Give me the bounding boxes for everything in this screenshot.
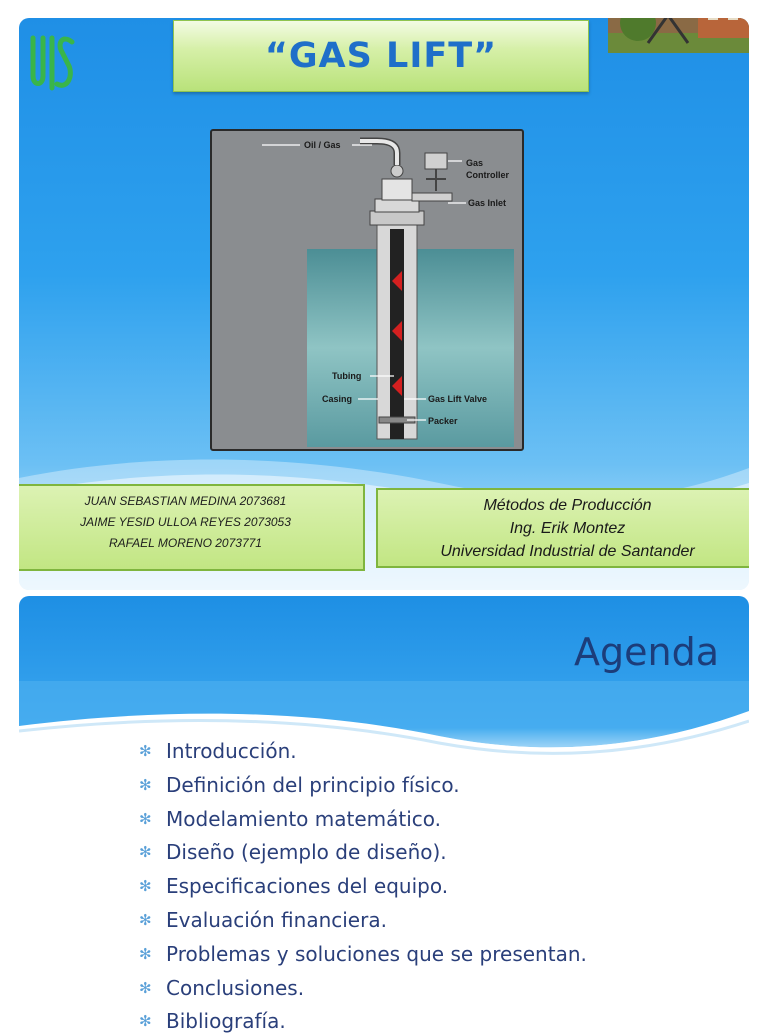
agenda-title: Agenda <box>574 630 719 674</box>
label-gas-lift-valve: Gas Lift Valve <box>428 394 488 404</box>
snowflake-bullet-icon: ✻ <box>139 742 152 760</box>
uis-logo <box>28 32 76 98</box>
snowflake-bullet-icon: ✻ <box>139 978 152 997</box>
snowflake-bullet-icon: ✻ <box>139 843 152 862</box>
agenda-list <box>139 734 587 1036</box>
snowflake-bullet-icon: ✻ <box>139 1012 152 1031</box>
agenda-slide <box>19 596 749 1036</box>
list-item: ✻ Especificaciones del equipo. <box>139 869 587 903</box>
list-item: ✻ Modelamiento matemático. <box>139 802 587 836</box>
label-casing: Casing <box>322 394 353 404</box>
snowflake-bullet-icon: ✻ <box>139 775 152 794</box>
snowflake-bullet-icon: ✻ <box>139 910 152 929</box>
list-item: ✻ Conclusiones. <box>139 971 587 1005</box>
university-name: Universidad Industrial de Santander <box>440 543 695 560</box>
list-item: ✻ Diseño (ejemplo de diseño). <box>139 835 587 869</box>
title-banner <box>173 20 589 92</box>
snowflake-bullet-icon: ✻ <box>139 877 152 896</box>
list-item: ✻ Bibliografía. <box>139 1004 587 1036</box>
label-packer: Packer <box>428 416 458 426</box>
label-gas-controller-1: Gas <box>466 158 484 168</box>
list-item: ✻ Evaluación financiera. <box>139 903 587 937</box>
course-box <box>376 488 749 568</box>
list-item: ✻ Introducción. <box>139 734 587 768</box>
author-2: JAIME YESID ULLOA REYES 2073053 <box>80 515 291 529</box>
title-slide <box>19 18 749 590</box>
author-3: RAFAEL MORENO 2073771 <box>109 536 262 550</box>
snowflake-bullet-icon: ✻ <box>139 809 152 828</box>
oilfield-photo <box>608 18 749 53</box>
gas-lift-well-diagram <box>210 129 524 451</box>
author-1: JUAN SEBASTIAN MEDINA 2073681 <box>84 494 287 508</box>
list-item: ✻ Problemas y soluciones que se presentan. <box>139 937 587 971</box>
snowflake-bullet-icon: ✻ <box>139 944 152 963</box>
label-oil-gas: Oil / Gas <box>304 140 341 150</box>
course-name: Métodos de Producción <box>483 497 652 514</box>
label-gas-controller-2: Controller <box>466 170 510 180</box>
label-tubing: Tubing <box>332 371 362 381</box>
list-item: ✻ Definición del principio físico. <box>139 768 587 802</box>
authors-box <box>19 484 365 571</box>
presentation-title: “GAS LIFT” <box>264 36 498 76</box>
professor-name: Ing. Erik Montez <box>509 520 626 537</box>
label-gas-inlet: Gas Inlet <box>468 198 507 208</box>
